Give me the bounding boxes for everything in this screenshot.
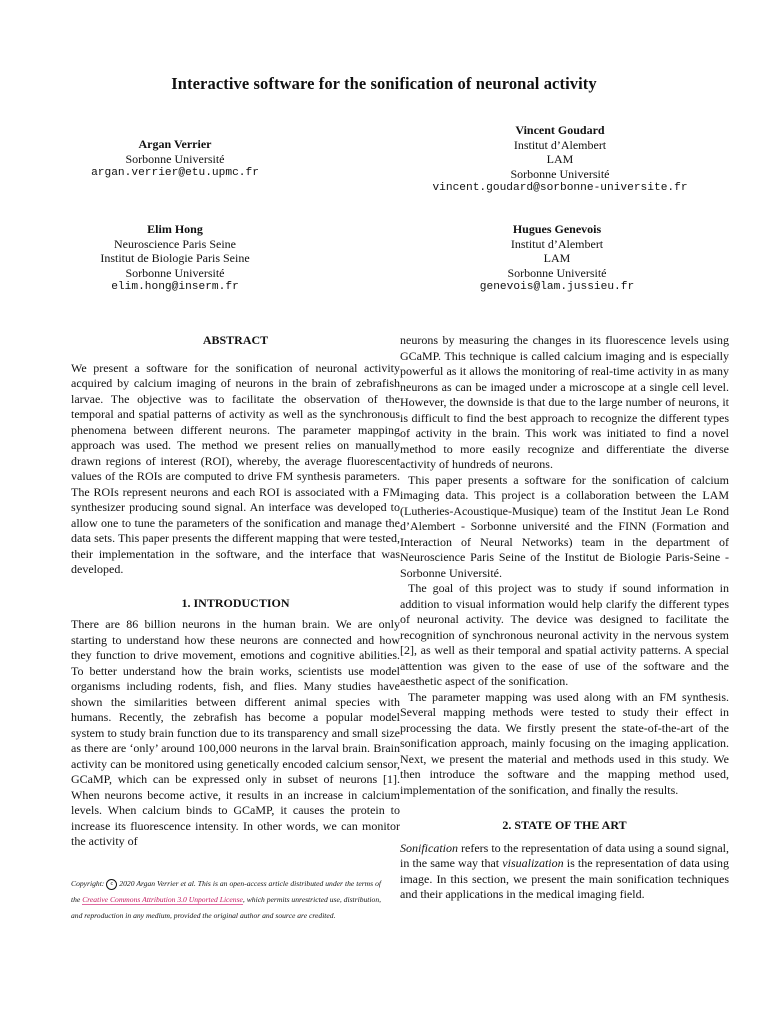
state-paragraph — [400, 841, 729, 903]
author-affiliation: Sorbonne Université — [125, 265, 225, 280]
intro-paragraph-3: The goal of this project was to study if sound information in addition to visual information would help clarify the different types of neuronal activity. The device was designed to facilitate the recognition of synchronous neuronal activity in the nervous system [2], as well as their temporal and spatial activity patterns. A special attention was given to the ease of use of the software and the aesthetic aspect of the sonification. — [400, 581, 729, 688]
author-block-4 — [400, 222, 714, 295]
author-email[interactable]: elim.hong@inserm.fr — [111, 281, 239, 294]
intro-paragraph-1: There are 86 billion neurons in the human brain. We are only starting to understand how these neurons are connected and how they function to drive movement, emotions and cognitive abilities. To better understand how the brain works, scientists use model organisms including rodents, fish, and flies. Many studies have shown the similarities between different animal species with humans. Recently, the zebrafish has become a popular model system to study brain function due to its transparency and small size as there are ‘only’ around 100,000 neurons in the larval brain. Brain activity can be monitored using genetically encoded calcium sensor, GCaMP, which can be expressed only in subset of neurons [1]. When neurons become active, it results in an increase in calcium levels. When calcium binds to GCaMP, it causes the protein to increase its fluorescence intensity. In other words, we can monitor the activity of — [71, 617, 400, 848]
copyright-footnote — [71, 876, 381, 923]
footnote-text-2: , which permits unrestricted use, distribution, and reproduction in any medium, provided the original author and source are credited. — [71, 894, 382, 920]
author-email[interactable]: argan.verrier@etu.upmc.fr — [91, 167, 259, 180]
copyright-symbol-icon: c — [106, 879, 117, 890]
license-link[interactable]: Creative Commons Attribution 3.0 Unported License — [82, 894, 243, 904]
state-text-mid: refers to the representation of data using a sound signal, in the same way that — [400, 840, 729, 870]
abstract-heading: ABSTRACT — [202, 333, 269, 347]
author-affiliation: Sorbonne Université — [125, 151, 225, 166]
intro-paragraph-2: This paper presents a software for the sonification of calcium imaging data. This project is a collaboration between the LAM (Lutheries-Acoustique-Musique) team of the Institut Jean Le Rond d’Alembert - Sorbonne université and the FINN (Formation and Interaction of Neural Networks) team in the department of Neuroscience Paris Seine of the Institut de Biologie Paris-Seine - Sorbonne Université. — [400, 472, 729, 580]
author-affiliation: Sorbonne Université — [510, 166, 610, 181]
term-sonification: Sonification — [400, 840, 458, 855]
intro-paragraph-4: The parameter mapping was used along with an FM synthesis. Several mapping methods were tested to study their effect in processing the data. We firstly present the state-of-the-art of the sonification approach, mainly focusing on the imaging application. Next, we present the material and methods used in this study. We then introduce the software and the mapping method used, implementation of the sonification, and finally the results. — [400, 689, 729, 797]
author-block-3 — [71, 222, 279, 295]
left-column — [71, 333, 400, 850]
author-name: Hugues Genevois — [512, 222, 602, 236]
author-block-2 — [400, 123, 720, 196]
term-visualization: visualization — [502, 856, 564, 870]
paper-title: Interactive software for the sonification of neuronal activity — [171, 74, 597, 93]
author-affiliation: LAM — [546, 152, 574, 167]
state-heading: 2. STATE OF THE ART — [502, 818, 627, 832]
author-block-1 — [71, 137, 279, 181]
author-name: Argan Verrier — [138, 137, 212, 151]
author-affiliation: Neuroscience Paris Seine — [114, 236, 236, 251]
abstract-text: We present a software for the sonification of neuronal activity acquired by calcium imaging of neurons in the brain of zebrafish larvae. The objective was to facilitate the observation of the temporal and spatial patterns of activity as well as the synchronous phenomena between different neurons. The parameter mapping approach was used. The method we present relies on manually drawn regions of interest (ROI), whereby, the average fluorescent values of the ROIs are computed to drive FM synthesis parameters. The ROIs represent neurons and each ROI is associated with a FM synthesizer producing sound signal. An interface was developed to allow one to tune the parameters of the sonification and manage the data sets. This paper presents the different mapping that were tested, their implementation in the software, and the interface that was developed. — [71, 360, 400, 576]
author-name: Elim Hong — [147, 222, 203, 236]
copyright-prefix: Copyright: — [71, 879, 105, 888]
author-name: Vincent Goudard — [515, 123, 605, 137]
author-affiliation: Institut d’Alembert — [510, 236, 604, 251]
intro-paragraph-1-cont: neurons by measuring the changes in its fluorescence levels using GCaMP. This technique is called calcium imaging and is especially powerful as it allows the monitoring of real-time activity in as many neurons as can be imaged under a microscope at a single cell level. However, the downside is that due to the large number of neurons, it is difficult to find the best approach to recognize the different types of activity in the brain. This work was initiated to find a novel method to more easily recognize and differentiate the diverse activity of hundreds of neurons. — [400, 333, 729, 471]
author-affiliation: Sorbonne Université — [507, 265, 607, 280]
state-text-rest: is the representation of data using image. In this section, we present the main sonification techniques and their applications in the medical imaging field. — [400, 856, 730, 901]
author-affiliation: Institut d’Alembert — [513, 137, 607, 152]
author-email[interactable]: vincent.goudard@sorbonne-universite.fr — [432, 182, 688, 195]
right-column — [400, 333, 729, 903]
author-affiliation: LAM — [543, 251, 571, 266]
intro-heading: 1. INTRODUCTION — [181, 595, 290, 610]
author-affiliation: Institut de Biologie Paris Seine — [100, 251, 250, 266]
footnote-text-1: 2020 Argan Verrier et al. This is an open-access article distributed under the terms of the — [71, 879, 381, 904]
author-email[interactable]: genevois@lam.jussieu.fr — [479, 281, 635, 294]
